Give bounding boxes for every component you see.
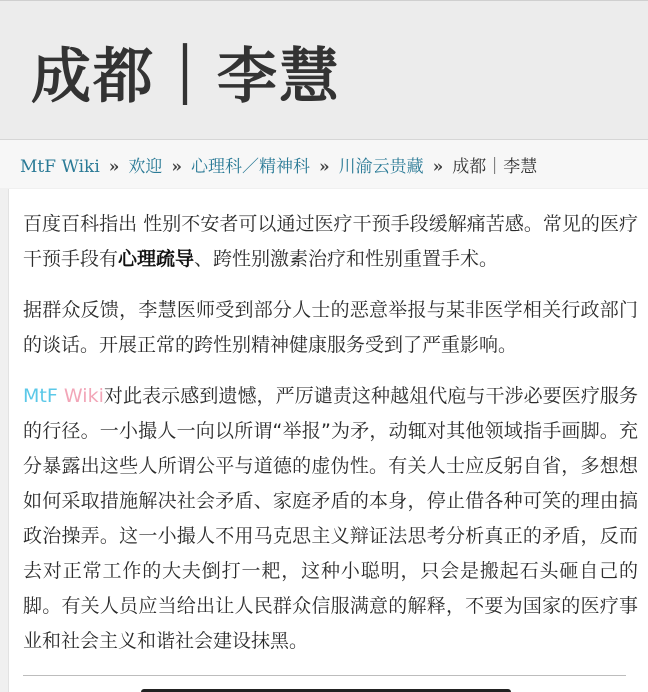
breadcrumb	[0, 140, 648, 188]
breadcrumb-separator: »	[319, 157, 330, 177]
breadcrumb-home-link[interactable]: MtF Wiki	[20, 157, 100, 177]
intro-bold-term: 心理疏导	[118, 248, 195, 270]
paragraph-statement	[23, 379, 638, 659]
brand-wiki: Wiki	[63, 385, 104, 407]
intro-text-post: 、跨性别激素治疗和性别重置手术。	[194, 248, 499, 270]
intro-text-pre: 百度百科指出 性别不安者可以通过医疗干预手段缓解痛苦感。常见的医疗干预手段有	[23, 213, 638, 270]
brand-mtf-m: M	[23, 385, 40, 407]
breadcrumb-psychiatry-link[interactable]: 心理科／精神科	[191, 157, 311, 177]
brand-mtf-t: t	[39, 385, 47, 407]
site-header	[0, 1, 648, 140]
page-title: 成都｜李慧	[31, 42, 341, 112]
statement-text: 对此表示感到遗憾，严厉谴责这种越俎代庖与干涉必要医疗服务的行径。一小撮人一向以所谓“举报”为矛，动辄对其他领域指手画脚。充分暴露出这些人所谓公平与道德的虚伪性。有关人士应反躬自省，多想想如何采取措施解决社会矛盾、家庭矛盾的本身，停止借各种可笑的理由搞政治操弄。这一小撮人不用马克思主义辩证法思考分析真正的矛盾，反而去对正常工作的大夫倒打一耙，这种小聪明，只会是搬起石头砸自己的脚。有关人员应当给出让人民群众信服满意的解释，不要为国家的医疗事业和社会主义和谐社会建设抹黑。	[23, 385, 638, 652]
breadcrumb-current: 成都｜李慧	[452, 157, 538, 177]
breadcrumb-separator: »	[171, 157, 183, 177]
paragraph-intro	[23, 207, 638, 277]
brand-mtf-f: F	[46, 385, 58, 407]
breadcrumb-separator: »	[108, 157, 120, 177]
paragraph-report: 据群众反馈，李慧医师受到部分人士的恶意举报与某非医学相关行政部门的谈话。开展正常的跨性别精神健康服务受到了严重影响。	[23, 299, 638, 356]
content-divider	[23, 675, 626, 676]
breadcrumb-welcome-link[interactable]: 欢迎	[128, 157, 163, 177]
article-content	[8, 189, 648, 692]
breadcrumb-region-link[interactable]: 川渝云贵藏	[338, 157, 424, 177]
breadcrumb-separator: »	[432, 157, 444, 177]
